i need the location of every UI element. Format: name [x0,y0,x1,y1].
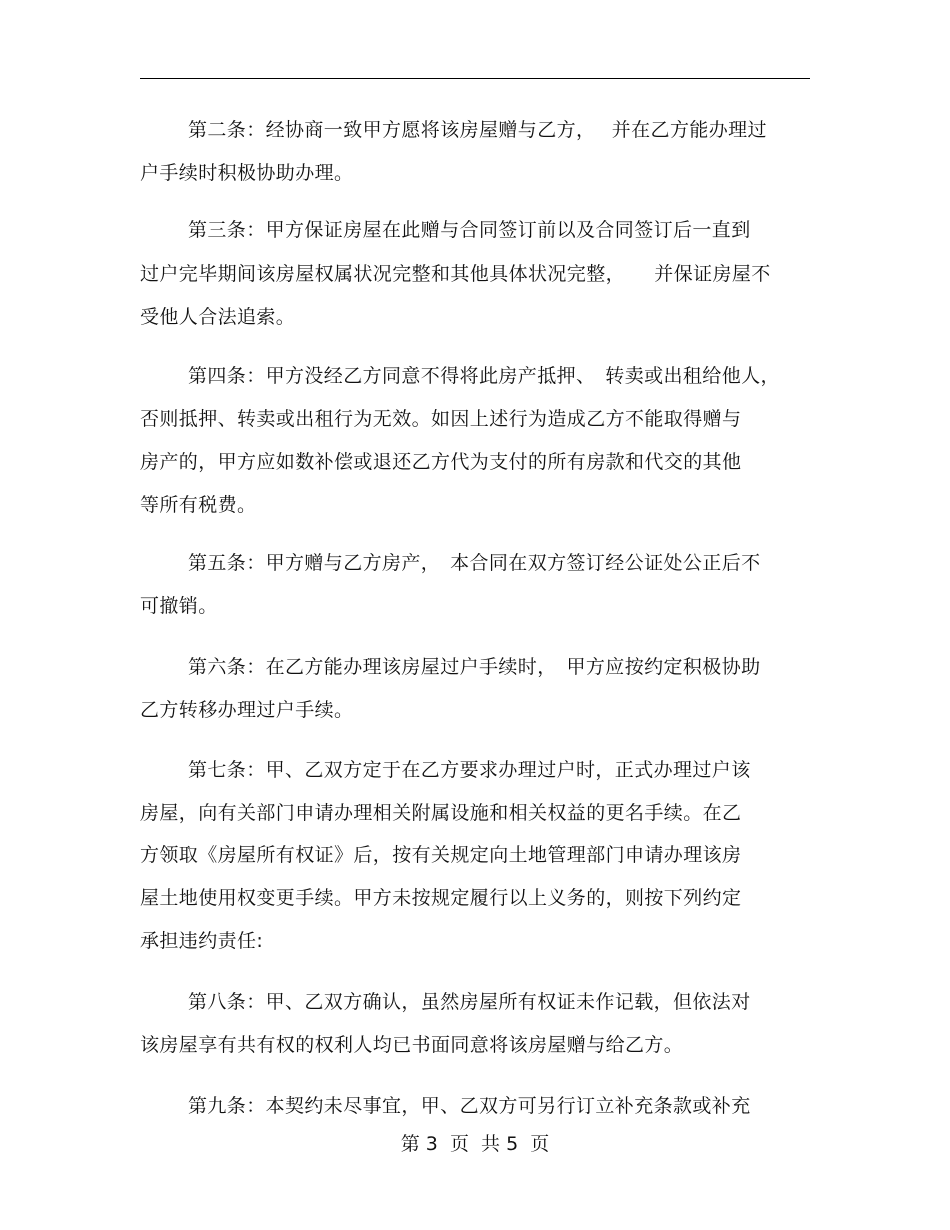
article-7-line-1: 第七条：甲、乙双方定于在乙方要求办理过户时，正式办理过户该 [188,759,751,781]
article-4-line-3: 房产的，甲方应如数补偿或退还乙方代为支付的所有房款和代交的其他 [140,451,742,473]
article-2-line-1: 第二条：经协商一致甲方愿将该房屋赠与乙方， 并在乙方能办理过 [188,119,767,141]
article-4-line-2: 否则抵押、转卖或出租行为无效。如因上述行为造成乙方不能取得赠与 [140,408,742,430]
article-8-line-1: 第八条：甲、乙双方确认，虽然房屋所有权证未作记载，但依法对 [188,991,751,1013]
article-9-line-1: 第九条：本契约未尽事宜，甲、乙双方可另行订立补充条款或补充 [188,1095,751,1117]
article-5-line-2: 可撤销。 [140,595,218,617]
article-5-line-1: 第五条：甲方赠与乙方房产， 本合同在双方签订经公证处公正后不 [188,552,761,574]
article-4-line-1: 第四条：甲方没经乙方同意不得将此房产抵押、 转卖或出租给他人， [188,365,780,387]
article-7-line-3: 方领取《房屋所有权证》后，按有关规定向土地管理部门申请办理该房 [140,844,742,866]
article-7-line-4: 屋土地使用权变更手续。甲方未按规定履行以上义务的，则按下列约定 [140,887,742,909]
article-3-line-3: 受他人合法追索。 [140,306,296,328]
article-7-line-5: 承担违约责任: [140,930,264,952]
article-7-line-2: 房屋，向有关部门申请办理相关附属设施和相关权益的更名手续。在乙 [140,802,742,824]
article-3-line-2: 过户完毕期间该房屋权属状况完整和其他具体状况完整， 并保证房屋不 [140,263,771,285]
page-number: 第 3 页 共 5 页 [400,1133,550,1155]
article-4-line-4: 等所有税费。 [140,494,257,516]
article-2-line-2: 户手续时积极协助办理。 [140,162,354,184]
article-8-line-2: 该房屋享有共有权的权利人均已书面同意将该房屋赠与给乙方。 [140,1034,684,1056]
header-rule [140,78,810,79]
article-6-line-1: 第六条：在乙方能办理该房屋过户手续时， 甲方应按约定积极协助 [188,656,761,678]
article-3-line-1: 第三条：甲方保证房屋在此赠与合同签订前以及合同签订后一直到 [188,219,751,241]
article-6-line-2: 乙方转移办理过户手续。 [140,699,354,721]
